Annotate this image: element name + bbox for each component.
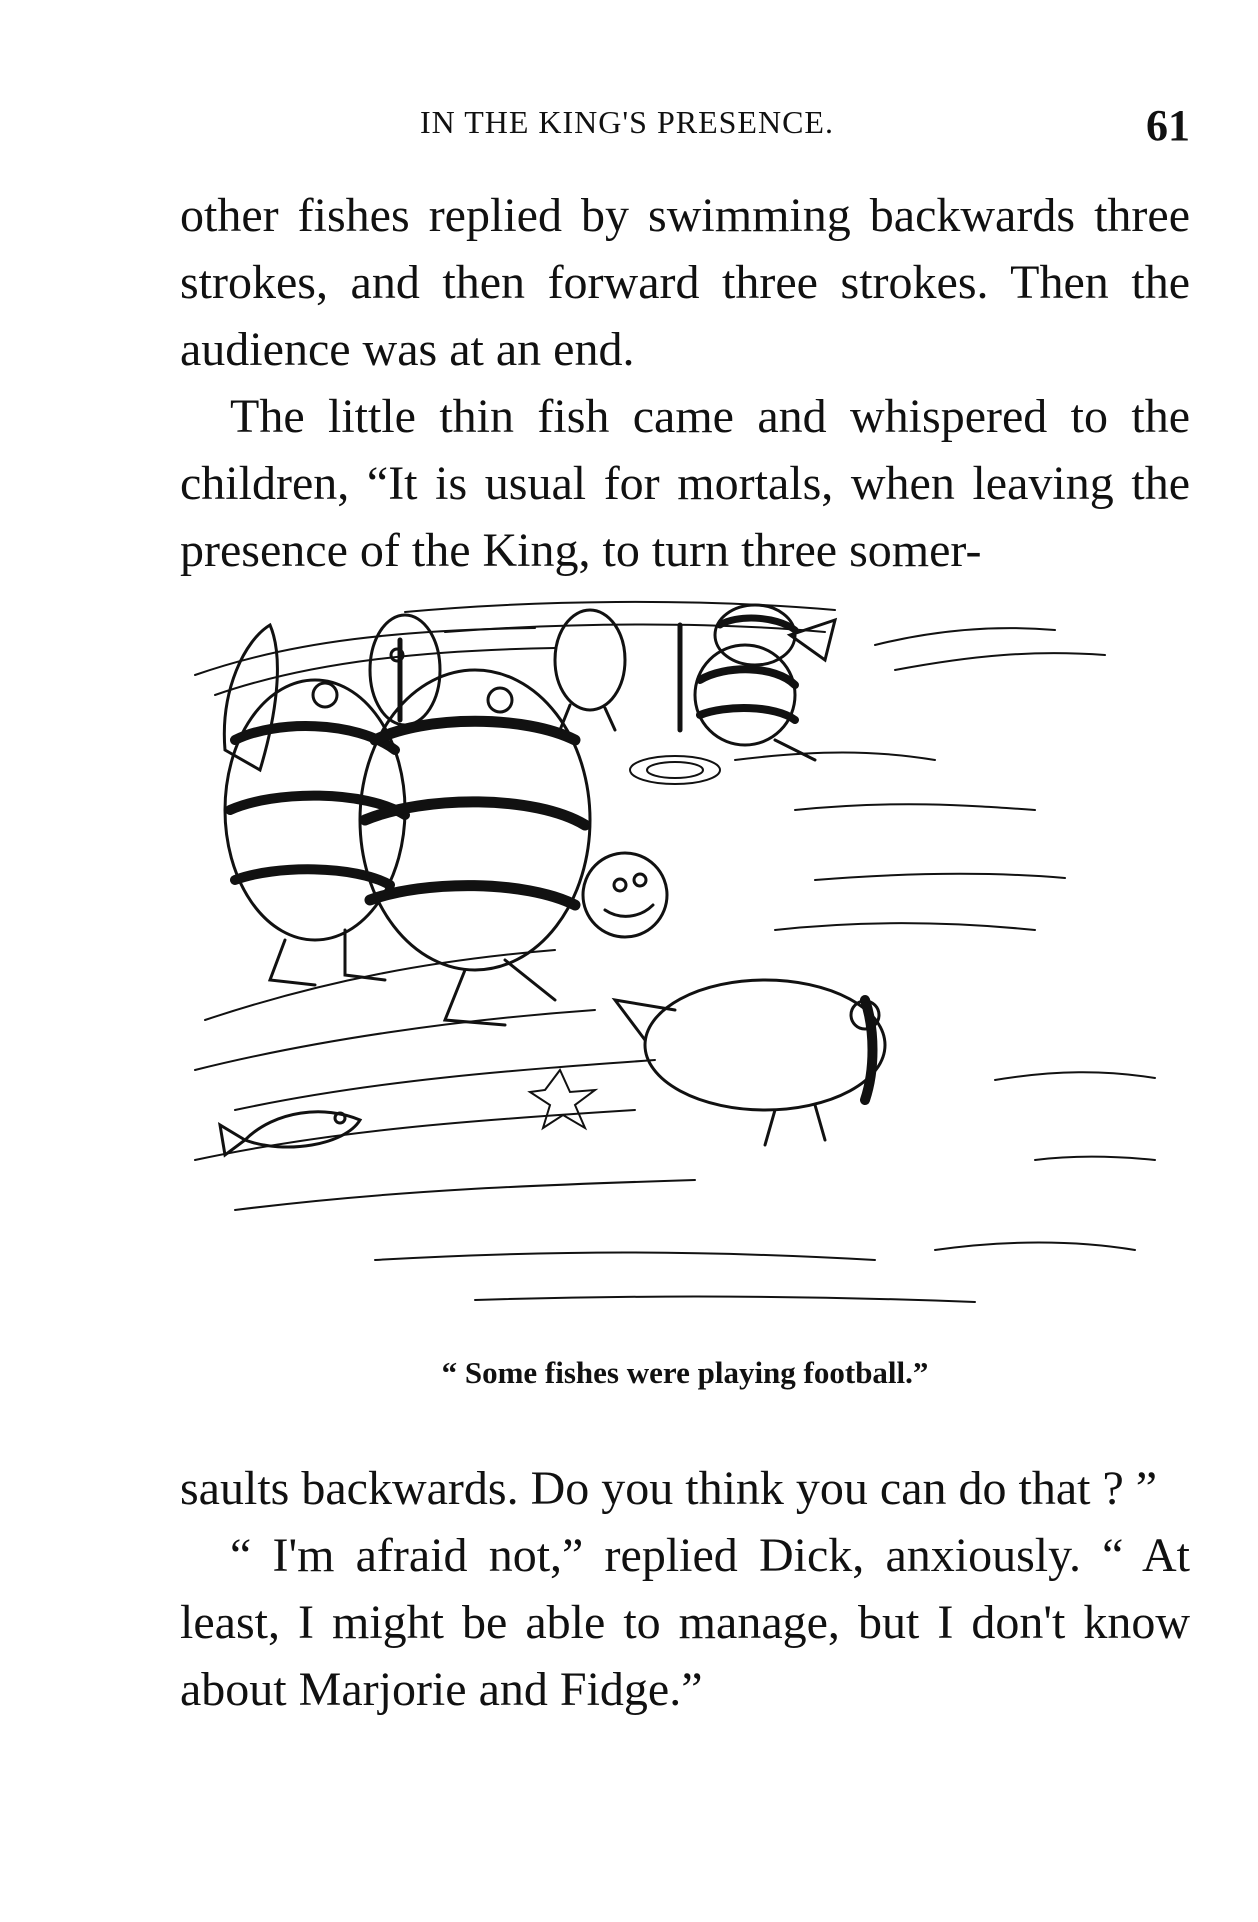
paragraph: saults backwards. Do you think you can do that ? ” bbox=[180, 1462, 1158, 1515]
fish-player-icon bbox=[615, 980, 885, 1145]
running-title: IN THE KING'S PRESENCE. bbox=[420, 104, 834, 140]
illustration-drawing bbox=[175, 600, 1200, 1335]
paragraph: The little thin fish came and whispered to the children, “It is usual for mortals, when leaving the presence of the King, to turn three somer- bbox=[180, 390, 1190, 577]
paragraph: “ I'm afraid not,” replied Dick, anxiously. “ At least, I might be able to manage, but I don't know about Marjorie and Fidge.” bbox=[180, 1529, 1190, 1716]
fish-football-illustration bbox=[175, 600, 1200, 1335]
football-icon bbox=[583, 853, 667, 937]
fish-player-icon bbox=[225, 680, 405, 985]
water-streaks-icon bbox=[195, 602, 1155, 1302]
fish-player-icon bbox=[370, 615, 440, 725]
paragraph: other fishes replied by swimming backwards three strokes, and then forward three strokes. Then the audience was at an end. bbox=[180, 189, 1190, 376]
illustration-caption: “ Some fishes were playing football.” bbox=[441, 1355, 929, 1390]
body-text-top bbox=[180, 182, 1190, 584]
page-number: 61 bbox=[1146, 101, 1190, 150]
fish-player-icon bbox=[555, 610, 625, 730]
ripple-icon bbox=[630, 756, 720, 784]
fish-player-icon bbox=[695, 645, 815, 760]
small-fish-icon bbox=[220, 1112, 360, 1155]
body-text-bottom bbox=[180, 1455, 1190, 1723]
running-head bbox=[180, 100, 1190, 150]
starfish-icon bbox=[530, 1070, 595, 1128]
